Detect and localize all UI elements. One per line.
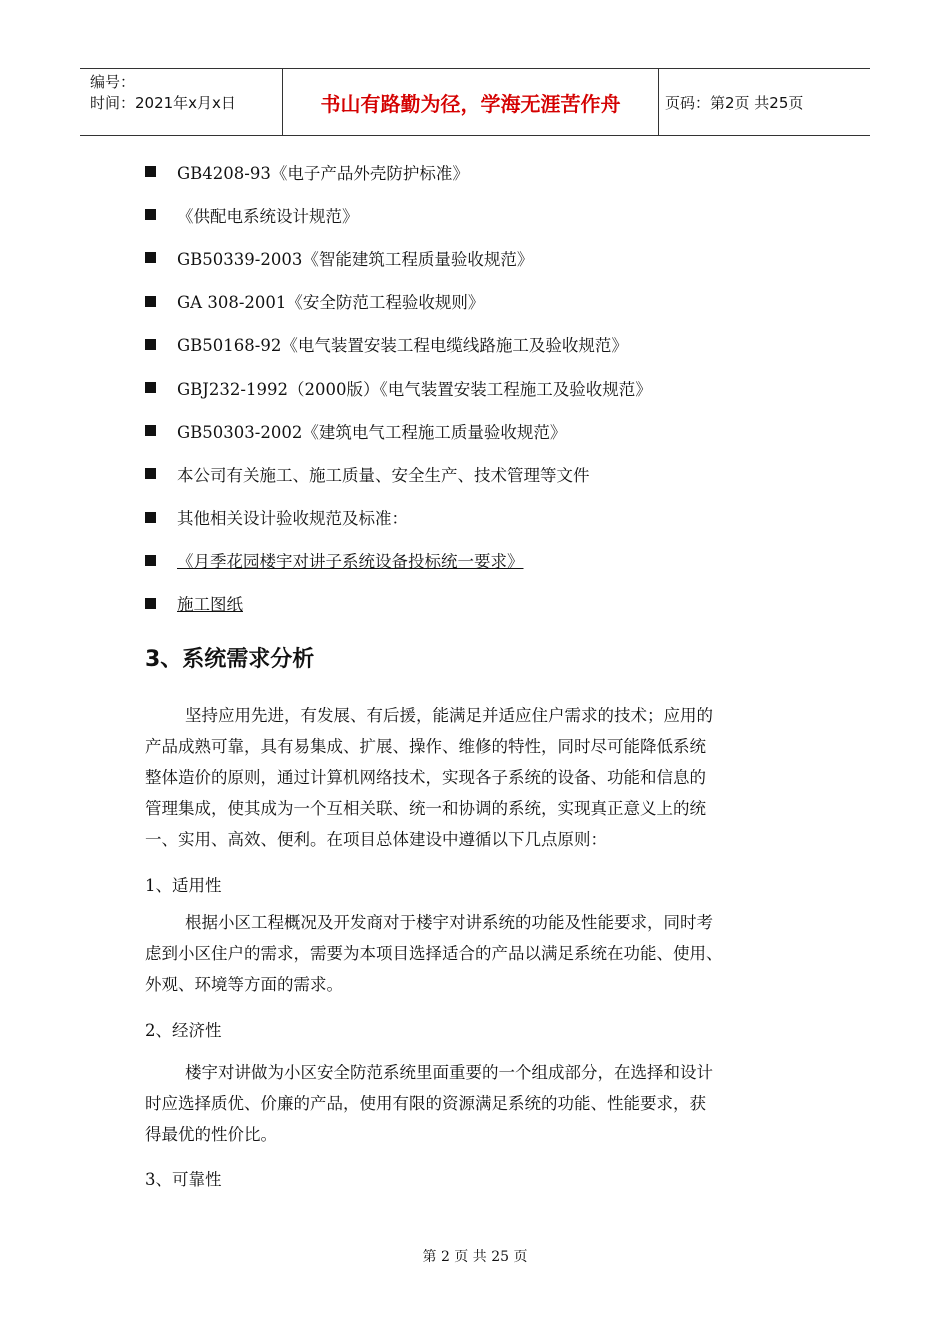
square-bullet-icon [145,339,156,350]
list-item [145,236,845,279]
paragraph-line: 坚持应用先进，有发展、有后援，能满足并适应住户需求的技术；应用的 [185,706,713,725]
paragraph-line: 外观、环境等方面的需求。 [145,975,343,994]
header-page-number: 页码：第2页 共25页 [665,93,804,112]
paragraph-line: 一、实用、高效、便利。在项目总体建设中遵循以下几点原则： [145,830,607,849]
list-item-link[interactable]: 施工图纸 [177,595,243,615]
list-item-text: GB50303-2002《建筑电气工程施工质量验收规范》 [177,422,567,442]
square-bullet-icon [145,555,156,566]
list-item [145,539,845,582]
paragraph-line: 得最优的性价比。 [145,1125,277,1144]
square-bullet-icon [145,209,156,220]
paragraph-line: 虑到小区住户的需求，需要为本项目选择适合的产品以满足系统在功能、使用、 [145,944,723,963]
list-item [145,150,845,193]
principle-title-economy: 2、经济性 [145,1021,222,1040]
list-item-text: GA 308-2001《安全防范工程验收规则》 [177,293,485,313]
paragraph-line: 根据小区工程概况及开发商对于楼宇对讲系统的功能及性能要求，同时考 [185,913,713,932]
square-bullet-icon [145,252,156,263]
economy-paragraph [145,1057,805,1150]
intro-paragraph [145,700,805,855]
list-item [145,280,845,323]
section-heading: 3、系统需求分析 [145,647,315,672]
square-bullet-icon [145,468,156,479]
principle-title-suitability: 1、适用性 [145,876,222,895]
paragraph-line: 整体造价的原则，通过计算机网络技术，实现各子系统的设备、功能和信息的 [145,768,706,787]
date-label: 时间：2021年x月x日 [90,94,236,112]
square-bullet-icon [145,166,156,177]
paragraph-line: 管理集成，使其成为一个互相关联、统一和协调的系统，实现真正意义上的统 [145,799,706,818]
list-item-text: 其他相关设计验收规范及标准： [177,509,408,529]
square-bullet-icon [145,598,156,609]
list-item-text: 本公司有关施工、施工质量、安全生产、技术管理等文件 [177,465,590,485]
paragraph-line: 楼宇对讲做为小区安全防范系统里面重要的一个组成部分，在选择和设计 [185,1063,713,1082]
list-item [145,366,845,409]
list-item [145,496,845,539]
square-bullet-icon [145,512,156,523]
list-item [145,193,845,236]
list-item [145,452,845,495]
square-bullet-icon [145,296,156,307]
page-footer: 第 2 页 共 25 页 [422,1249,528,1265]
number-label: 编号： [90,73,136,91]
square-bullet-icon [145,382,156,393]
list-item [145,582,845,625]
standards-list [145,150,845,625]
list-item-text: 《供配电系统设计规范》 [177,206,359,226]
principle-title-reliability: 3、可靠性 [145,1170,222,1189]
paragraph-line: 时应选择质优、价廉的产品，使用有限的资源满足系统的功能、性能要求，获 [145,1094,706,1113]
list-item-text: GB50339-2003《智能建筑工程质量验收规范》 [177,249,534,269]
header-meta [80,69,283,135]
list-item [145,409,845,452]
paragraph-line: 产品成熟可靠，具有易集成、扩展、操作、维修的特性，同时尽可能降低系统 [145,737,706,756]
list-item-text: GBJ232-1992（2000版）《电气装置安装工程施工及验收规范》 [177,379,652,399]
list-item-text: GB50168-92《电气装置安装工程电缆线路施工及验收规范》 [177,336,628,356]
page-header [80,68,870,136]
list-item-link[interactable]: 《月季花园楼宇对讲子系统设备投标统一要求》 [177,552,524,572]
square-bullet-icon [145,425,156,436]
list-item [145,323,845,366]
suitability-paragraph [145,907,805,1000]
list-item-text: GB4208-93《电子产品外壳防护标准》 [177,163,469,183]
header-motto: 书山有路勤为径，学海无涯苦作舟 [283,69,659,135]
